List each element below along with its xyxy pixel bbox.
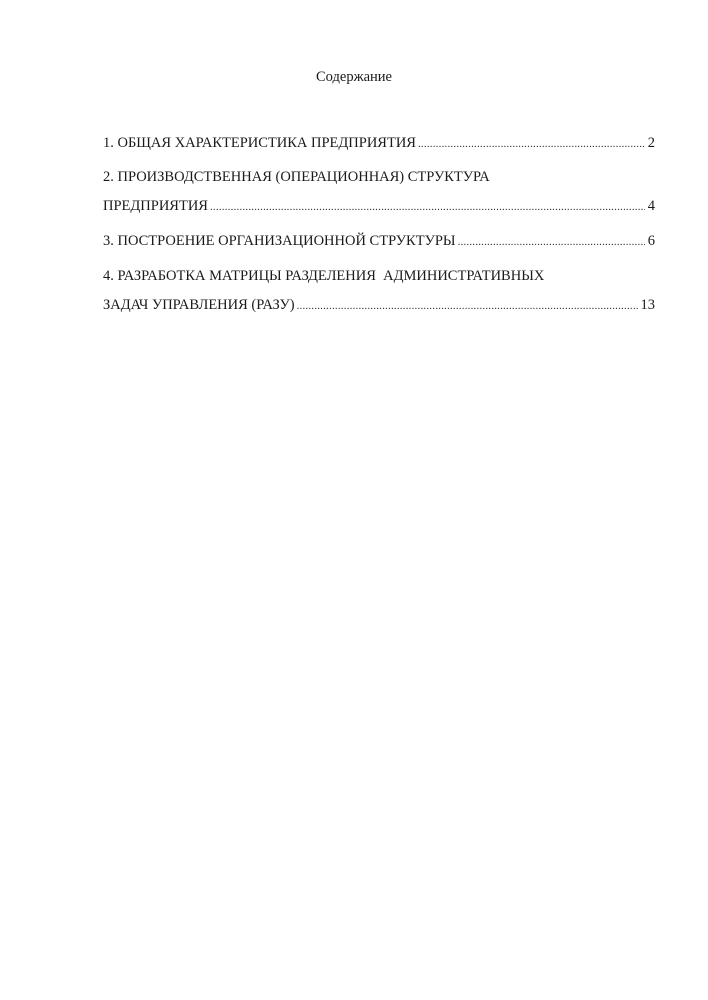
toc-entry-3 (103, 231, 655, 251)
toc-entry-1 (103, 133, 655, 153)
toc-entry-text: ЗАДАЧ УПРАВЛЕНИЯ (РАЗУ) (103, 297, 295, 313)
toc-entry-2-line-2 (103, 196, 655, 216)
toc-entry-text: ПРЕДПРИЯТИЯ (103, 198, 208, 214)
toc-entry-text: 3. ПОСТРОЕНИЕ ОРГАНИЗАЦИОННОЙ СТРУКТУРЫ (103, 233, 456, 249)
toc-entry-4-line-1 (103, 266, 655, 286)
toc-entry-4-line-2 (103, 295, 655, 315)
toc-page-number: 4 (647, 198, 655, 214)
toc-page-number: 6 (647, 233, 655, 249)
toc-entry-text: 4. РАЗРАБОТКА МАТРИЦЫ РАЗДЕЛЕНИЯ АДМИНИСТРАТИВНЫХ (103, 268, 545, 284)
dot-leader (210, 197, 645, 217)
dot-leader (297, 296, 638, 316)
page-title: Содержание (316, 69, 392, 85)
toc-entry-text: 2. ПРОИЗВОДСТВЕННАЯ (ОПЕРАЦИОННАЯ) СТРУКТУРА (103, 169, 490, 185)
toc-page-number: 2 (647, 135, 655, 151)
toc-entry-text: 1. ОБЩАЯ ХАРАКТЕРИСТИКА ПРЕДПРИЯТИЯ (103, 135, 416, 151)
dot-leader (458, 232, 645, 252)
toc-page-number: 13 (640, 297, 655, 313)
toc-entry-2-line-1 (103, 167, 655, 187)
dot-leader (418, 134, 645, 154)
